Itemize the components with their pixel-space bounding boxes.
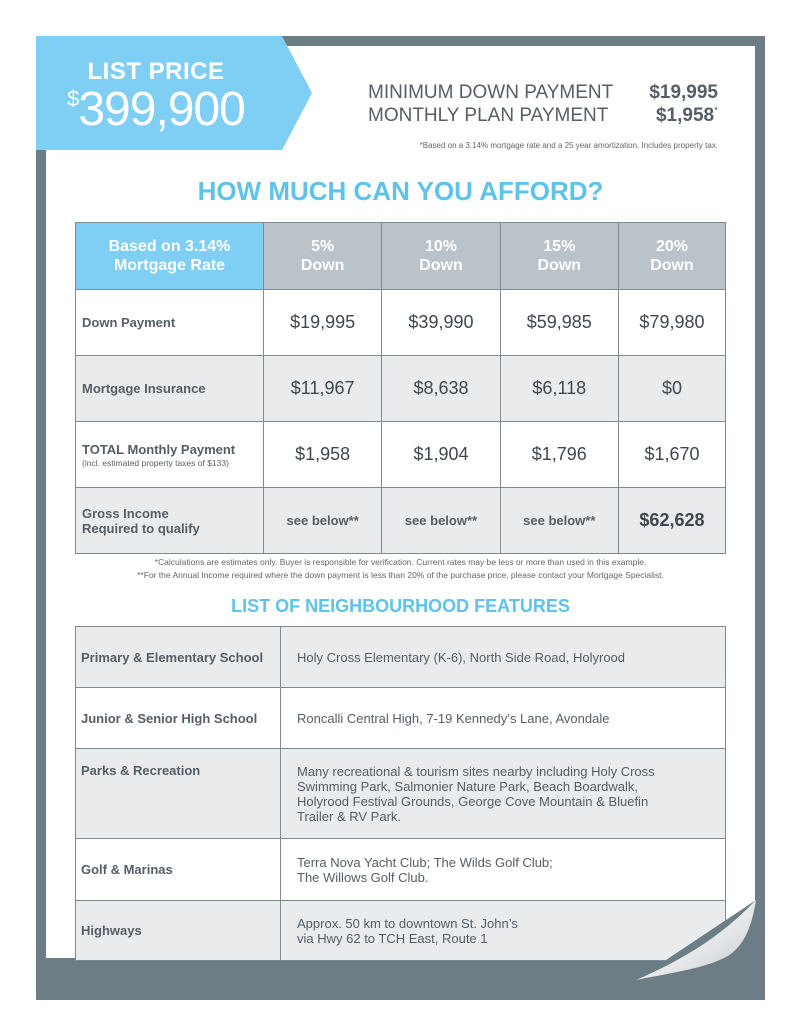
table-row [76, 749, 726, 839]
feature-value: Holy Cross Elementary (K-6), North Side Road, Holyrood [281, 627, 726, 688]
summary-label: MINIMUM DOWN PAYMENT [368, 82, 614, 103]
feature-label: Parks & Recreation [76, 749, 281, 839]
table-row [76, 488, 726, 554]
feature-label: Highways [76, 901, 281, 961]
feature-value: Roncalli Central High, 7-19 Kennedy’s Lane, Avondale [281, 688, 726, 749]
table-cell: $39,990 [382, 290, 500, 356]
table-cell: $6,118 [500, 356, 618, 422]
table-row [76, 627, 726, 688]
table-cell: $0 [618, 356, 725, 422]
currency-symbol: $ [67, 86, 79, 111]
afford-heading: HOW MUCH CAN YOU AFFORD? [197, 176, 604, 206]
table-cell: see below** [382, 488, 500, 554]
note-line: *Calculations are estimates only. Buyer is responsible for verification. Current rates may be less or more than used in this example. [154, 557, 647, 567]
feature-label: Junior & Senior High School [76, 688, 281, 749]
table-row [76, 290, 726, 356]
features-heading: LIST OF NEIGHBOURHOOD FEATURES [231, 596, 570, 616]
table-cell: $1,670 [618, 422, 725, 488]
header-10-down: 10% Down [382, 223, 500, 290]
note-line: **For the Annual Income required where the down payment is less than 20% of the purchase price, please contact your Mortgage Specialist. [137, 570, 664, 580]
summary-footnote: *Based on a 3.14% mortgage rate and a 25 year amortization. Includes property tax. [419, 141, 718, 150]
row-label: Down Payment [76, 290, 264, 356]
header-15-down: 15% Down [500, 223, 618, 290]
table-row [76, 356, 726, 422]
feature-value: Many recreational & tourism sites nearby including Holy Cross Swimming Park, Salmonier Nature Park, Beach Boardwalk, Holyrood Festival Grounds, George Cove Mountain & Bluefin Trailer & RV Park. [281, 749, 726, 839]
table-cell: $8,638 [382, 356, 500, 422]
table-cell: $59,985 [500, 290, 618, 356]
summary-label: MONTHLY PLAN PAYMENT [368, 105, 609, 126]
features-table [75, 626, 726, 961]
afford-header-row [76, 223, 726, 290]
row-label: Gross Income Required to qualify [76, 488, 264, 554]
table-cell: $11,967 [264, 356, 382, 422]
rate-header: Based on 3.14% Mortgage Rate [76, 223, 264, 290]
row-label: Mortgage Insurance [76, 356, 264, 422]
table-cell: see below** [264, 488, 382, 554]
feature-label: Primary & Elementary School [76, 627, 281, 688]
table-cell: $1,958 [264, 422, 382, 488]
page-curl-decoration [636, 880, 756, 980]
table-cell: $19,995 [264, 290, 382, 356]
row-sublabel: (incl. estimated property taxes of $133) [82, 457, 229, 468]
feature-value: Approx. 50 km to downtown St. John’s via Hwy 62 to TCH East, Route 1 [281, 901, 726, 961]
feature-label: Golf & Marinas [76, 839, 281, 901]
table-cell: $1,904 [382, 422, 500, 488]
table-row [76, 688, 726, 749]
list-price-label: LIST PRICE [87, 58, 225, 85]
afford-table [75, 222, 726, 554]
table-cell: see below** [500, 488, 618, 554]
summary-value: $1,958* [655, 105, 718, 126]
table-cell: $62,628 [618, 488, 725, 554]
table-row [76, 422, 726, 488]
table-row [76, 901, 726, 961]
calculation-notes [46, 556, 755, 582]
table-cell: $79,980 [618, 290, 725, 356]
summary-value: $19,995 [649, 82, 718, 103]
price-value: 399,900 [78, 83, 245, 136]
header-20-down: 20% Down [618, 223, 725, 290]
row-label: TOTAL Monthly Payment (incl. estimated property taxes of $133) [76, 422, 264, 488]
feature-value: Terra Nova Yacht Club; The Wilds Golf Club; The Willows Golf Club. [281, 839, 726, 901]
header-5-down: 5% Down [264, 223, 382, 290]
list-price-amount [36, 82, 276, 137]
table-cell: $1,796 [500, 422, 618, 488]
table-row [76, 839, 726, 901]
